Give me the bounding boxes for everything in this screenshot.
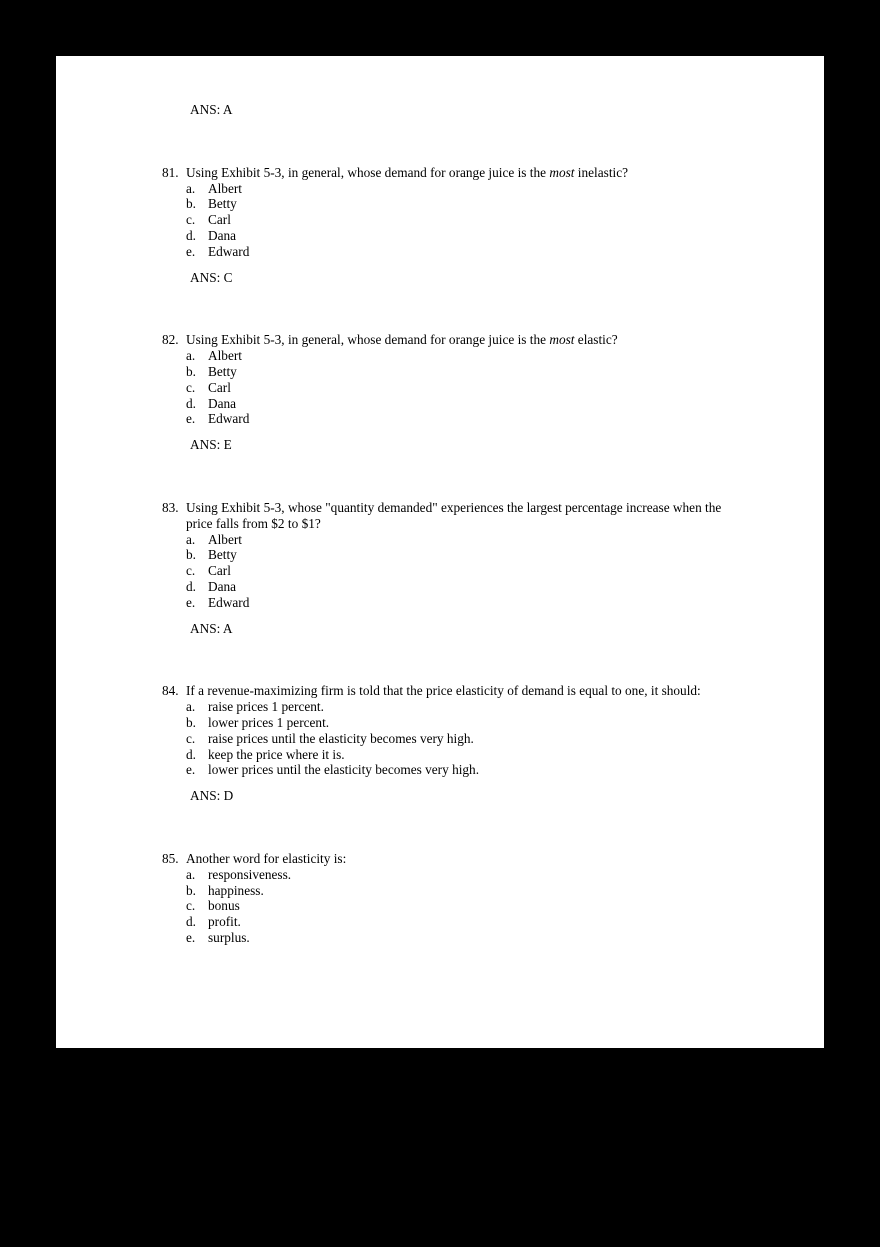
choice-row <box>162 914 738 930</box>
question-number: 85. <box>162 850 179 866</box>
choice-row <box>162 244 738 260</box>
choice-letter: e. <box>186 411 196 427</box>
choice-text: profit. <box>208 914 241 930</box>
question-81 <box>162 165 738 286</box>
choice-letter: e. <box>186 762 196 778</box>
choice-letter: c. <box>186 379 196 395</box>
choice-row <box>162 364 738 380</box>
choice-letter: a. <box>186 348 196 364</box>
question-text <box>186 683 738 699</box>
choice-letter: d. <box>186 395 196 411</box>
question-84 <box>162 683 738 804</box>
question-head <box>162 851 738 867</box>
question-number: 81. <box>162 164 179 180</box>
question-text-pre: Another word for elasticity is: <box>186 850 347 866</box>
question-text-italic: most <box>549 332 575 348</box>
choice-row <box>162 867 738 883</box>
choice-letter: c. <box>186 730 196 746</box>
choice-row <box>162 579 738 595</box>
question-head <box>162 165 738 181</box>
question-text <box>186 500 738 532</box>
choice-letter: a. <box>186 699 196 715</box>
choice-row <box>162 212 738 228</box>
choice-text: raise prices 1 percent. <box>208 699 324 715</box>
choice-text: responsiveness. <box>208 866 292 882</box>
choice-row <box>162 396 738 412</box>
choice-letter: b. <box>186 363 196 379</box>
question-85 <box>162 851 738 946</box>
choice-text: Carl <box>208 212 231 228</box>
question-text-post: elastic? <box>574 332 618 348</box>
choice-text: surplus. <box>208 929 250 945</box>
choice-text: Albert <box>208 348 242 364</box>
choice-text: happiness. <box>208 882 264 898</box>
choice-text: Albert <box>208 180 242 196</box>
choice-text: bonus <box>208 898 240 914</box>
choice-letter: b. <box>186 882 196 898</box>
choice-letter: b. <box>186 196 196 212</box>
document-page <box>56 56 824 1048</box>
question-text-post: inelastic? <box>574 164 629 180</box>
question-head <box>162 683 738 699</box>
question-text-pre: If a revenue-maximizing firm is told that the price elasticity of demand is equal to one, it should: <box>186 683 701 699</box>
choice-letter: a. <box>186 866 196 882</box>
answer-line: ANS: D <box>190 788 234 804</box>
choice-letter: b. <box>186 547 196 563</box>
choice-text: keep the price where it is. <box>208 746 345 762</box>
choice-text: Edward <box>208 243 250 259</box>
choice-text: Albert <box>208 531 242 547</box>
choice-text: Dana <box>208 395 237 411</box>
question-text-italic: most <box>549 164 575 180</box>
choice-row <box>162 563 738 579</box>
choice-letter: c. <box>186 898 196 914</box>
question-head <box>162 332 738 348</box>
answer-line: ANS: C <box>190 269 233 285</box>
question-text <box>186 165 738 181</box>
choice-text: Carl <box>208 563 231 579</box>
choice-row <box>162 898 738 914</box>
choice-row <box>162 883 738 899</box>
answer-line: ANS: A <box>190 102 233 117</box>
choice-letter: e. <box>186 594 196 610</box>
question-number: 83. <box>162 499 179 515</box>
answer-line: ANS: A <box>190 620 233 636</box>
question-83 <box>162 500 738 636</box>
choice-text: Carl <box>208 379 231 395</box>
choice-row <box>162 762 738 778</box>
question-head <box>162 500 738 532</box>
choice-letter: e. <box>186 929 196 945</box>
choice-row <box>162 196 738 212</box>
choice-letter: a. <box>186 531 196 547</box>
choice-row <box>162 228 738 244</box>
choice-letter: d. <box>186 227 196 243</box>
choice-row <box>162 181 738 197</box>
choice-row <box>162 699 738 715</box>
choice-row <box>162 715 738 731</box>
choice-text: Edward <box>208 594 250 610</box>
choice-text: Betty <box>208 363 237 379</box>
choice-text: Betty <box>208 547 237 563</box>
choice-letter: d. <box>186 914 196 930</box>
choice-row <box>162 380 738 396</box>
choice-letter: e. <box>186 243 196 259</box>
choice-letter: d. <box>186 746 196 762</box>
choice-row <box>162 930 738 946</box>
choice-row <box>162 411 738 427</box>
question-text-pre: Using Exhibit 5-3, in general, whose demand for orange juice is the <box>186 332 550 348</box>
question-text <box>186 851 738 867</box>
question-number: 84. <box>162 683 179 699</box>
question-text-pre: Using Exhibit 5-3, in general, whose demand for orange juice is the <box>186 164 550 180</box>
choice-text: lower prices until the elasticity becomes very high. <box>208 762 480 778</box>
choice-row <box>162 747 738 763</box>
choice-letter: d. <box>186 578 196 594</box>
choice-row <box>162 348 738 364</box>
question-number: 82. <box>162 332 179 348</box>
choice-letter: c. <box>186 563 196 579</box>
choice-text: Dana <box>208 578 237 594</box>
question-text-pre: Using Exhibit 5-3, whose "quantity demanded" experiences the largest percentage increase when the price falls from $2 to $1? <box>186 499 722 531</box>
choice-row <box>162 532 738 548</box>
choice-text: Edward <box>208 411 250 427</box>
choice-letter: b. <box>186 714 196 730</box>
choice-text: raise prices until the elasticity becomes very high. <box>208 730 474 746</box>
choice-row <box>162 595 738 611</box>
question-82 <box>162 332 738 453</box>
answer-line: ANS: E <box>190 437 232 453</box>
choice-text: Betty <box>208 196 237 212</box>
question-text <box>186 332 738 348</box>
choice-row <box>162 547 738 563</box>
choice-letter: c. <box>186 212 196 228</box>
choice-letter: a. <box>186 180 196 196</box>
choice-text: lower prices 1 percent. <box>208 714 330 730</box>
choice-row <box>162 731 738 747</box>
choice-text: Dana <box>208 227 237 243</box>
